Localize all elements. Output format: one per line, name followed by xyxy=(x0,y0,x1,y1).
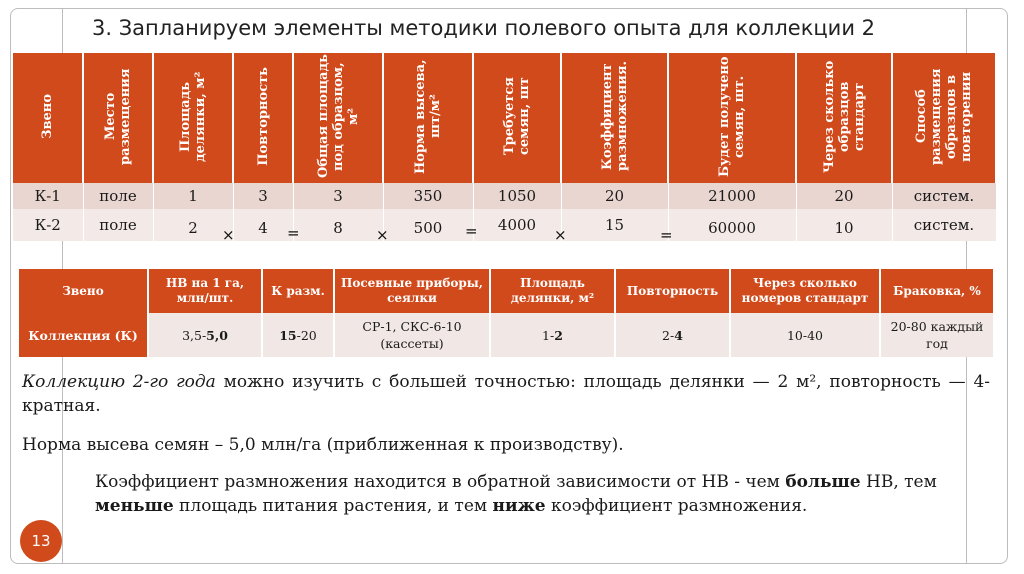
cell: 3 xyxy=(233,183,293,209)
column-header: Площадь делянки, м² xyxy=(153,53,233,183)
column-header: Общая площадь под образцом, м² xyxy=(293,53,383,183)
cell: 21000 xyxy=(668,183,796,209)
cell: 1050 xyxy=(473,183,561,209)
table-header-row xyxy=(13,53,996,183)
column-header: Звено xyxy=(13,53,83,183)
equals-sign: = xyxy=(287,224,300,242)
cell: 15 xyxy=(561,209,668,241)
column-header: Норма высева, шт/м² xyxy=(383,53,473,183)
table-row xyxy=(13,183,996,209)
column-header: Через сколько образцов стандарт xyxy=(796,53,892,183)
cell: 20 xyxy=(561,183,668,209)
paragraph-coefficient: Коэффициент размножения находится в обратной зависимости от НВ - чем больше НВ, тем меньше площадь питания растения, и тем ниже коэффициент размножения. xyxy=(95,472,937,516)
equals-sign: = xyxy=(660,226,673,244)
column-header: Посевные приборы, сеялки xyxy=(334,269,490,313)
cell: систем. xyxy=(892,209,996,241)
cell: систем. xyxy=(892,183,996,209)
cell: 15-20 xyxy=(262,313,334,357)
cell: поле xyxy=(83,209,153,241)
column-header: Будет получено семян, шт. xyxy=(668,53,796,183)
paragraph-collection: Коллекцию 2-го года можно изучить с большей точностью: площадь делянки — 2 м², повторность — 4-кратная. xyxy=(22,372,990,416)
column-header: Браковка, % xyxy=(880,269,994,313)
column-header: НВ на 1 га, млн/шт. xyxy=(148,269,262,313)
paragraph-sowing-rate: Норма высева семян – 5,0 млн/га (приближенная к производству). xyxy=(22,435,624,455)
equals-sign: = xyxy=(465,222,478,240)
column-header: Через сколько номеров стандарт xyxy=(730,269,880,313)
column-header: Место размещения xyxy=(83,53,153,183)
column-header: Площадь делянки, м² xyxy=(490,269,615,313)
cell: Коллекция (К) xyxy=(19,313,148,357)
cell: СР-1, СКС-6-10 (кассеты) xyxy=(334,313,490,357)
table-row xyxy=(13,209,996,241)
cell: 60000 xyxy=(668,209,796,241)
page-number-badge: 13 xyxy=(20,520,62,562)
column-header: Повторность xyxy=(615,269,730,313)
cell: 8 xyxy=(293,209,383,241)
cell: 10 xyxy=(796,209,892,241)
column-header: Повторность xyxy=(233,53,293,183)
table-header-row xyxy=(19,269,994,313)
cell: 350 xyxy=(383,183,473,209)
table-row xyxy=(19,313,994,357)
cell: К-1 xyxy=(13,183,83,209)
column-header: Звено xyxy=(19,269,148,313)
cell: 3,5-5,0 xyxy=(148,313,262,357)
cell: К-2 xyxy=(13,209,83,241)
column-header: К разм. xyxy=(262,269,334,313)
multiply-sign: × xyxy=(222,226,235,244)
multiply-sign: × xyxy=(554,226,567,244)
cell: 20 xyxy=(796,183,892,209)
cell: 20-80 каждый год xyxy=(880,313,994,357)
planning-table xyxy=(13,53,997,241)
column-header: Требуется семян, шт xyxy=(473,53,561,183)
cell: 2 xyxy=(153,209,233,241)
cell: 3 xyxy=(293,183,383,209)
collection-table xyxy=(19,269,995,357)
cell: 4 xyxy=(233,209,293,241)
cell: 4000 xyxy=(473,209,561,241)
multiply-sign: × xyxy=(376,226,389,244)
slide-title: 3. Запланируем элементы методики полевого опыта для коллекции 2 xyxy=(92,16,875,40)
cell: 1 xyxy=(153,183,233,209)
column-header: Коэффициент размножения. xyxy=(561,53,668,183)
cell: 500 xyxy=(383,209,473,241)
cell: поле xyxy=(83,183,153,209)
cell: 10-40 xyxy=(730,313,880,357)
cell: 1-2 xyxy=(490,313,615,357)
column-header: Способ размещения образцов в повторении xyxy=(892,53,996,183)
cell: 2-4 xyxy=(615,313,730,357)
